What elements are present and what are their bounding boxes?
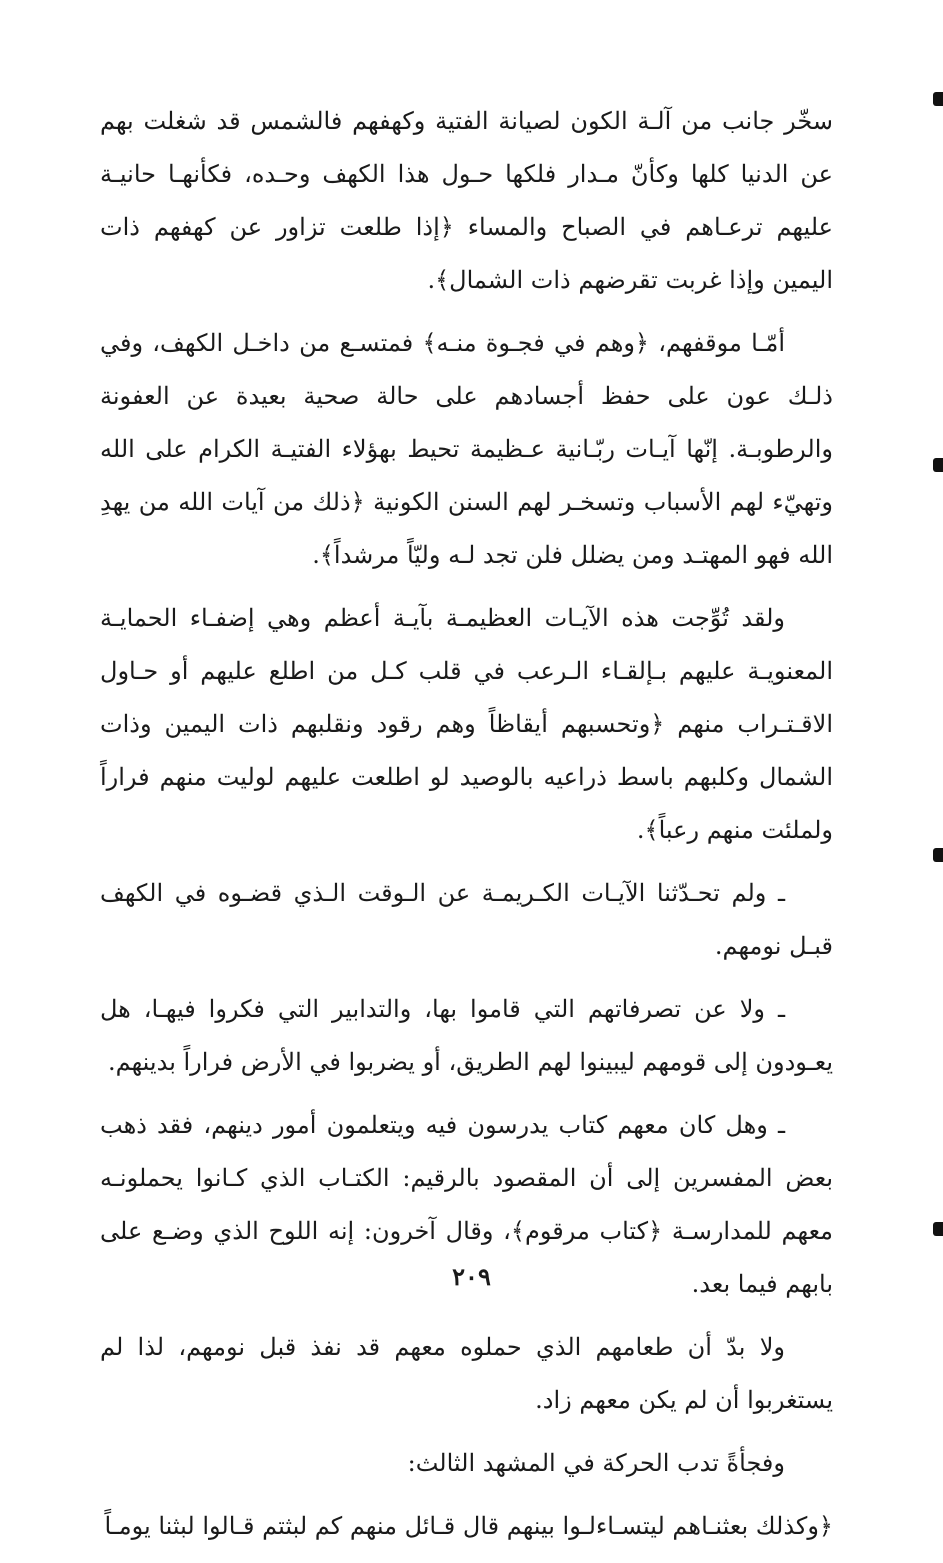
paragraph: ولا بدّ أن طعامهم الذي حملوه معهم قد نفذ قبل نومهم، لذا لم يستغربوا أن لم يكن معهم زاد. — [100, 1333, 833, 1414]
paragraph: أمّـا موقفهم، ﴿وهم في فجـوة منـه﴾ فمتسـع من داخـل الكهف، وفي ذلـك عون على حفظ أجسادهم على حالة صحية بعيدة عن العفونة والرطوبـة. إنّها آيـات ربّـانية عـظيمة تحيط بهؤلاء الفتيـة الكرام على الله وتهيّء لهم الأسباب وتسخـر لهم السنن الكونية ﴿ذلك من آيات الله من يهدِ الله فهو المهتـد ومن يضلل فلن تجد لـه وليّاً مرشداً﴾. — [100, 329, 833, 569]
paragraph: ولقد تُوِّجت هذه الآيـات العظيمـة بآيـة أعظم وهي إضفـاء الحمايـة المعنويـة عليهم بـإلقـاء الـرعب في قلب كـل من اطلع عليهم أو حـاول الاقـتـراب منهم ﴿وتحسبهم أيقاظاً وهم رقود ونقلبهم ذات اليمين وذات الشمال وكلبهم باسط ذراعيه بالوصيد لو اطلعت عليهم لوليت منهم فراراً ولملئت منهم رعباً﴾. — [100, 604, 833, 844]
margin-mark — [933, 458, 943, 472]
paragraph: ﴿وكذلك بعثنـاهم ليتسـاءلـوا بينهم قال قـائل منهم كم لبثتم قـالوا لبثنا يومـاً — [104, 1512, 833, 1540]
margin-mark — [933, 848, 943, 862]
margin-mark — [933, 1222, 943, 1236]
page-number: ٢٠٩ — [452, 1262, 491, 1291]
paragraph: ـ وهل كان معهم كتاب يدرسون فيه ويتعلمون أمور دينهم، فقد ذهب بعض المفسرين إلى أن المقصود بالرقيم: الكتـاب الذي كـانوا يحملونـه معهم للمدارسـة ﴿كتاب مرقوم﴾، وقال آخرون: إنه اللوح الذي وضـع على بابهم فيما بعد. — [100, 1111, 834, 1298]
paragraph: ـ ولا عن تصرفاتهم التي قاموا بها، والتدابير التي فكروا فيهـا، هل يعـودون إلى قومهم ليبينوا لهم الطريق، أو يضربوا في الأرض فراراً بدينهم. — [100, 995, 833, 1076]
paragraph: وفجأةً تدب الحركة في المشهد الثالث: — [407, 1449, 785, 1477]
paragraph: سخّر جانب من آلـة الكون لصيانة الفتية وكهفهم فالشمس قد شغلت بهم عن الدنيا كلها وكأنّ مـدار فلكها حـول هذا الكهف وحـده، فكأنهـا حانيـة عليهم ترعـاهم في الصباح والمساء ﴿إذا طلعت تزاور عن كهفهم ذات اليمين وإذا غربت تقرضهم ذات الشمال﴾. — [100, 107, 833, 294]
margin-mark — [933, 92, 943, 106]
body-text — [100, 95, 833, 1563]
paragraph: ـ ولم تحـدّثنا الآيـات الكـريمـة عن الـوقت الـذي قضـوه في الكهف قبـل نومهم. — [100, 879, 833, 960]
